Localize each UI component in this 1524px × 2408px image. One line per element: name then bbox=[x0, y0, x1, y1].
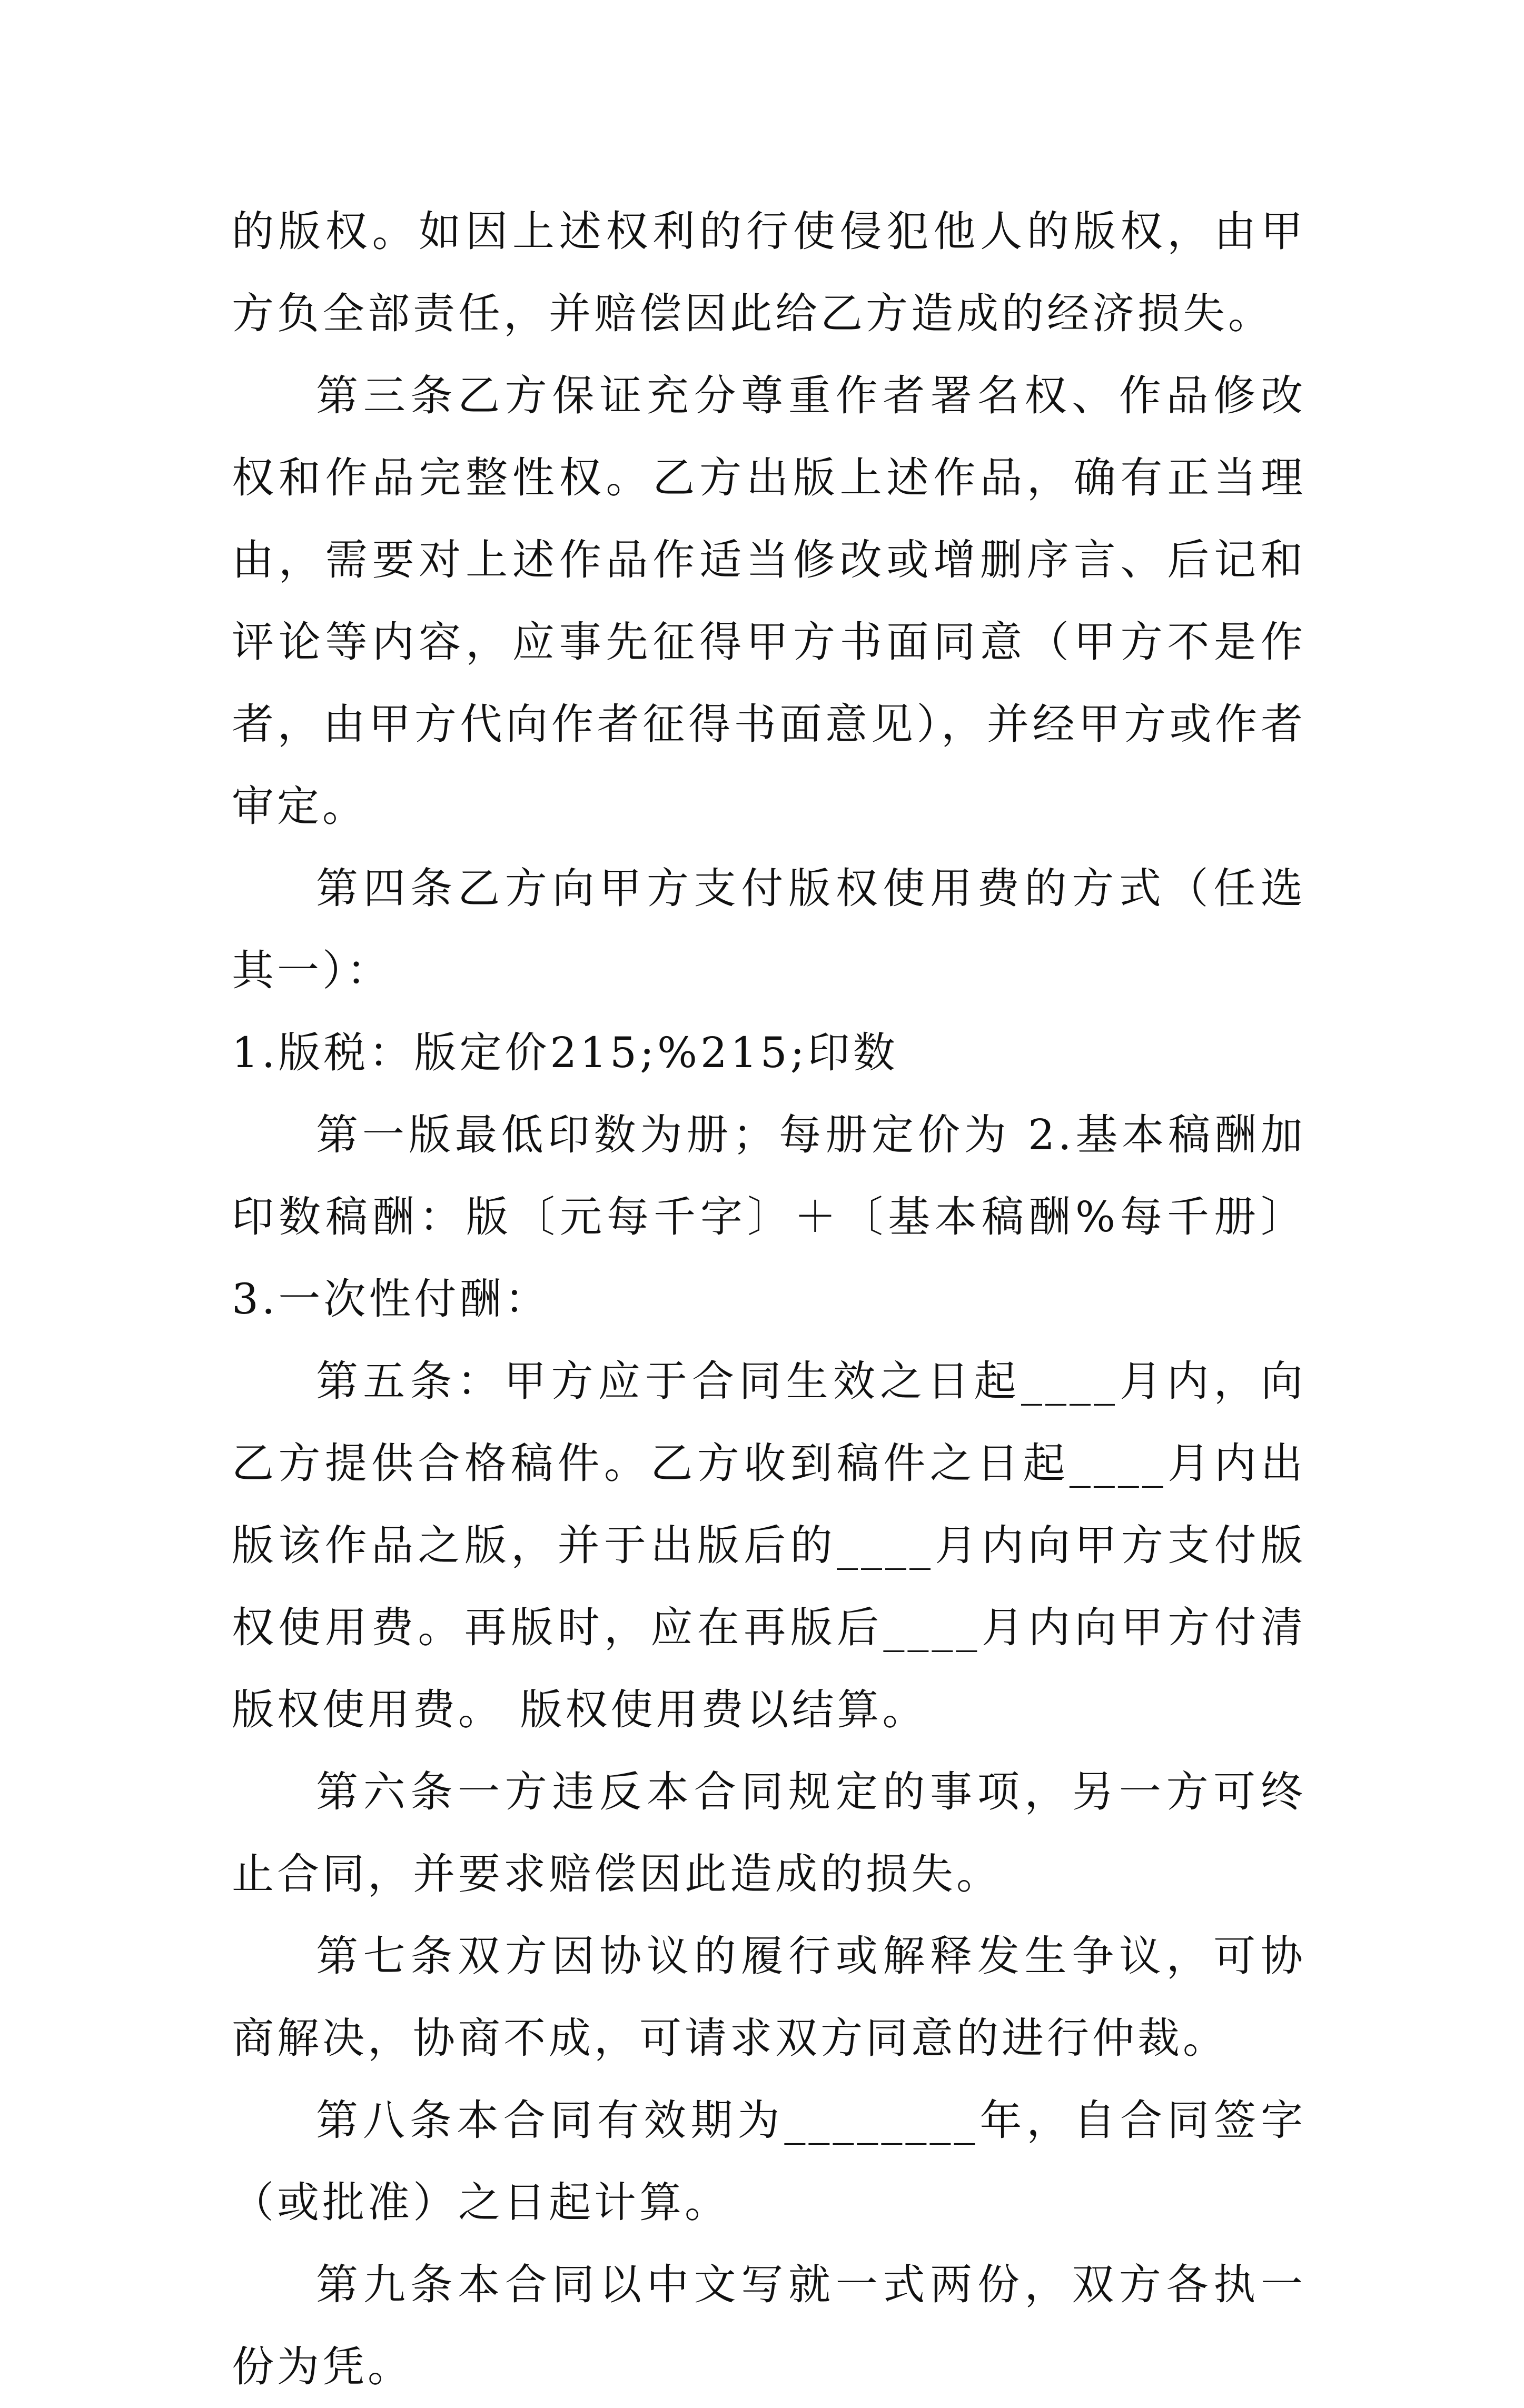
paragraph-article-3: 第三条乙方保证充分尊重作者署名权、作品修改权和作品完整性权。乙方出版上述作品，确有正当理由，需要对上述作品作适当修改或增删序言、后记和评论等内容，应事先征得甲方书面同意（甲方不是作者，由甲方代向作者征得书面意见），并经甲方或作者审定。 bbox=[232, 371, 1306, 831]
paragraph-article-4: 第四条乙方向甲方支付版权使用费的方式（任选其一）： bbox=[232, 864, 1306, 995]
paragraph-article-7: 第七条双方因协议的履行或解释发生争议，可协商解决，协商不成，可请求双方同意的进行仲裁。 bbox=[232, 1932, 1306, 2063]
document-page bbox=[232, 191, 1306, 2408]
paragraph-article-5: 第五条：甲方应于合同生效之日起____月内，向乙方提供合格稿件。乙方收到稿件之日起____月内出版该作品之版，并于出版后的____月内向甲方支付版权使用费。再版时，应在再版后____月内向甲方付清版权使用费。 版权使用费以结算。 bbox=[232, 1357, 1306, 1734]
paragraph-royalty-options-2-3: 第一版最低印数为册；每册定价为 2.基本稿酬加印数稿酬：版〔元每千字〕＋〔基本稿酬%每千册〕 3.一次性付酬： bbox=[232, 1110, 1306, 1324]
paragraph-royalty-option-1: 1.版税：版定价215;%215;印数 bbox=[232, 1028, 898, 1077]
paragraph-article-9: 第九条本合同以中文写就一式两份，双方各执一份为凭。 bbox=[232, 2260, 1306, 2391]
paragraph-article-6: 第六条一方违反本合同规定的事项，另一方可终止合同，并要求赔偿因此造成的损失。 bbox=[232, 1767, 1306, 1898]
paragraph-article-8: 第八条本合同有效期为________年，自合同签字（或批准）之日起计算。 bbox=[232, 2096, 1306, 2227]
paragraph-copyright-liability: 的版权。如因上述权利的行使侵犯他人的版权，由甲方负全部责任，并赔偿因此给乙方造成的经济损失。 bbox=[232, 207, 1306, 338]
